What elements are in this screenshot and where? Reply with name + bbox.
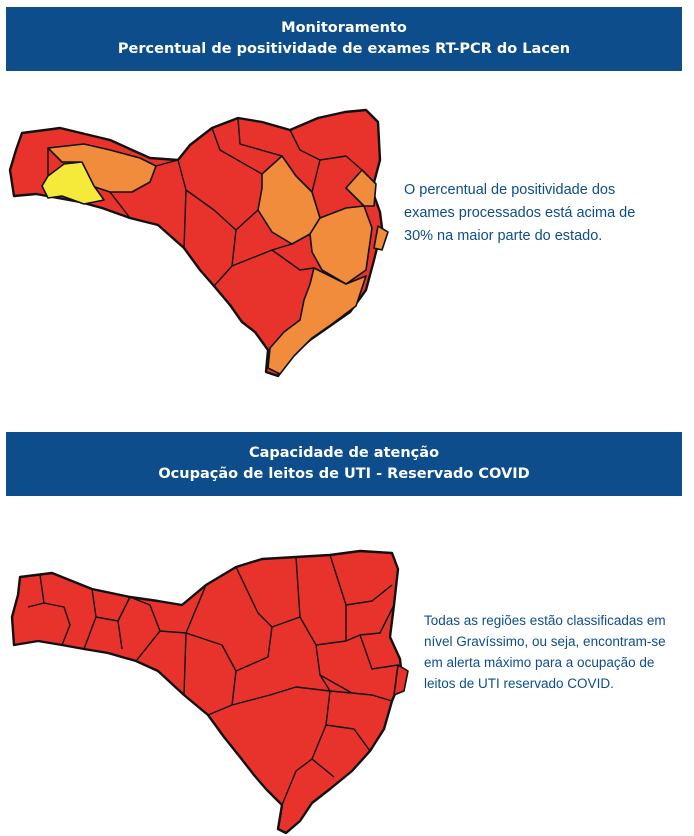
description-line: O percentual de positividade dos bbox=[404, 182, 616, 198]
description-line: em alerta máximo para a ocupação de bbox=[424, 655, 655, 670]
section-1-description bbox=[404, 179, 674, 248]
description-line: nível Gravíssimo, ou seja, encontram-se bbox=[424, 634, 666, 649]
section-2-title: Capacidade de atenção bbox=[248, 445, 440, 461]
description-line: exames processados está acima de bbox=[404, 205, 636, 221]
state-map-positivity bbox=[10, 110, 388, 376]
state-map-icu bbox=[12, 551, 408, 833]
section-2-description bbox=[424, 610, 686, 694]
description-line: Todas as regiões estão classificadas em bbox=[424, 613, 666, 628]
section-1-subtitle: Percentual de positividade de exames RT-PCR do Lacen bbox=[117, 41, 571, 57]
icu-occupancy-map bbox=[0, 545, 410, 835]
description-line: 30% na maior parte do estado. bbox=[404, 228, 603, 244]
section-1-title: Monitoramento bbox=[281, 20, 407, 36]
section-1-header bbox=[6, 7, 682, 71]
section-2-subtitle: Ocupação de leitos de UTI - Reservado COVID bbox=[158, 466, 530, 482]
section-2-header bbox=[6, 432, 682, 496]
positivity-map bbox=[0, 100, 400, 385]
description-line: leitos de UTI reservado COVID. bbox=[424, 676, 614, 691]
